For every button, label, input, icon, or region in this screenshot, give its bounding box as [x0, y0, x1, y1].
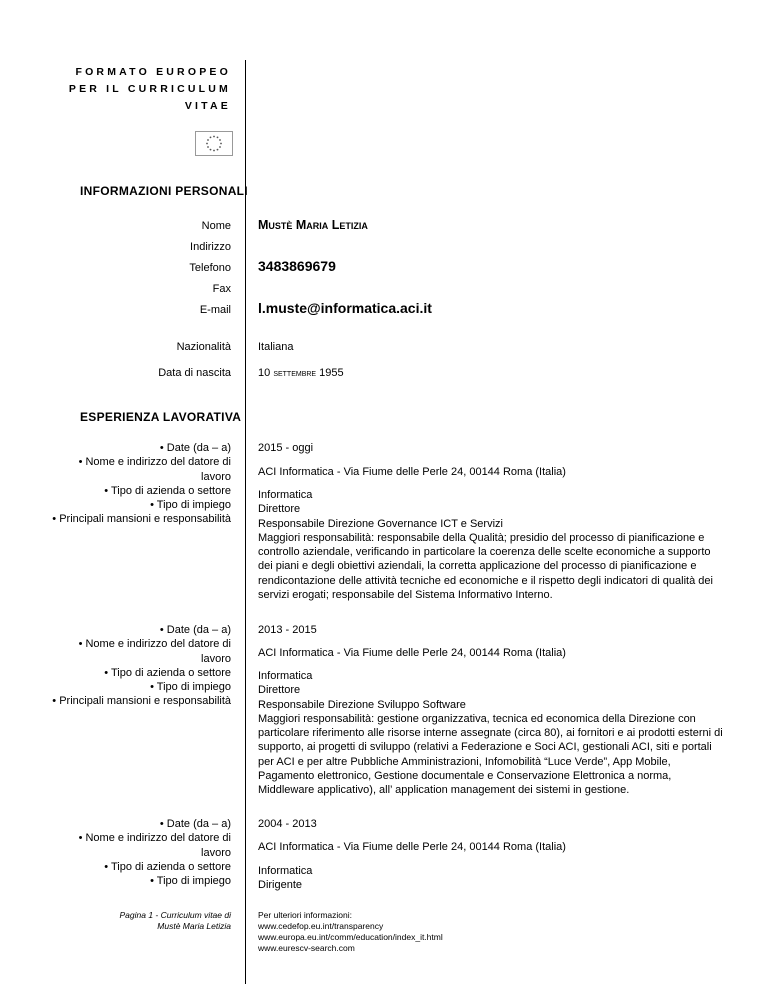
- email-value: l.muste@informatica.aci.it: [258, 300, 432, 316]
- address-label: Indirizzo: [190, 241, 231, 253]
- phone-label: Telefono: [189, 262, 231, 274]
- entry-2-details: Informatica Direttore Responsabile Direzione Sviluppo Software Maggiori responsabilità: gestione organizzativa, tecnica ed economica della Direzione con particolare riferimento alle risorse interne assegnate (circa 80), ai fornitori e ai prodotti esterni di supporto, ai progetti di sviluppo (relativi a Federazione e Soci ACI, gestionali ACI, siti e portali per ACI e per altre Pubbliche Amministrazioni, Infomobilità “Luce Verde”, App Mobile, Pagamento elettronico, Gestione documentale e Conservazione Elettronica a norma, Middleware applicativo), all’ application management dei sistemi in gestione.: [258, 670, 723, 797]
- column-divider: [245, 60, 246, 984]
- page-footer-right: Per ulteriori informazioni: www.cedefop.eu.int/transparency www.europa.eu.int/comm/education/index_it.html www.eurescv-search.com: [258, 910, 443, 953]
- section-title-experience: ESPERIENZA LAVORATIVA: [80, 410, 242, 424]
- entry-1-labels: • Date (da – a) • Nome e indirizzo del datore di lavoro • Tipo di azienda o settore • Tipo di impiego • Principali mansioni e responsabilità: [52, 442, 231, 526]
- entry-2-labels: • Date (da – a) • Nome e indirizzo del datore di lavoro • Tipo di azienda o settore • Tipo di impiego • Principali mansioni e responsabilità: [52, 624, 231, 708]
- entry-3-details: Informatica Dirigente: [258, 865, 313, 892]
- entry-2-employer: ACI Informatica - Via Fiume delle Perle 24, 00144 Roma (Italia): [258, 647, 566, 659]
- name-label: Nome: [201, 220, 231, 232]
- nationality-label: Nazionalità: [176, 341, 231, 353]
- entry-3-labels: • Date (da – a) • Nome e indirizzo del datore di lavoro • Tipo di azienda o settore • Tipo di impiego: [78, 818, 231, 888]
- link-europa[interactable]: www.europa.eu.int/comm/education/index_it.html: [258, 932, 443, 942]
- fax-label: Fax: [212, 283, 231, 295]
- link-cedefop[interactable]: www.cedefop.eu.int/transparency: [258, 921, 384, 931]
- entry-1-details: Informatica Direttore Responsabile Direzione Governance ICT e Servizi Maggiori responsabilità: responsabile della Qualità; presidio del processo di pianificazione e controllo aziendale, verificando in particolare la coerenza delle scelte economiche a supporto dei piani e degli obiettivi aziendali, la corretta applicazione del processo di pianificazione e rendicontazione delle attività tecniche ed economiche e il rispetto degli indicatori di qualità dei servizi erogati; responsabile del Sistema Informativo Interno.: [258, 489, 713, 602]
- birth-value: 10 settembre 1955: [258, 367, 344, 379]
- nationality-value: Italiana: [258, 341, 294, 353]
- entry-2-dates: 2013 - 2015: [258, 624, 317, 636]
- eu-flag-icon: [195, 131, 233, 156]
- document-title: [69, 64, 231, 115]
- entry-1-employer: ACI Informatica - Via Fiume delle Perle 24, 00144 Roma (Italia): [258, 466, 566, 478]
- entry-3-employer: ACI Informatica - Via Fiume delle Perle 24, 00144 Roma (Italia): [258, 841, 566, 853]
- title-line-3: VITAE: [184, 100, 231, 112]
- email-label: E-mail: [199, 304, 231, 316]
- title-line-2: PER IL CURRICULUM: [68, 83, 231, 95]
- section-title-personal: INFORMAZIONI PERSONALI: [80, 184, 248, 198]
- entry-3-dates: 2004 - 2013: [258, 818, 317, 830]
- birth-label: Data di nascita: [158, 367, 231, 379]
- title-line-1: FORMATO EUROPEO: [75, 66, 231, 78]
- entry-1-dates: 2015 - oggi: [258, 442, 314, 454]
- link-eurescv[interactable]: www.eurescv-search.com: [258, 943, 355, 953]
- phone-value: 3483869679: [258, 258, 336, 274]
- name-value: Mustè Maria Letizia: [258, 218, 368, 232]
- page-footer-left: Pagina 1 - Curriculum vitae di Mustè Maria Letizia: [119, 910, 231, 931]
